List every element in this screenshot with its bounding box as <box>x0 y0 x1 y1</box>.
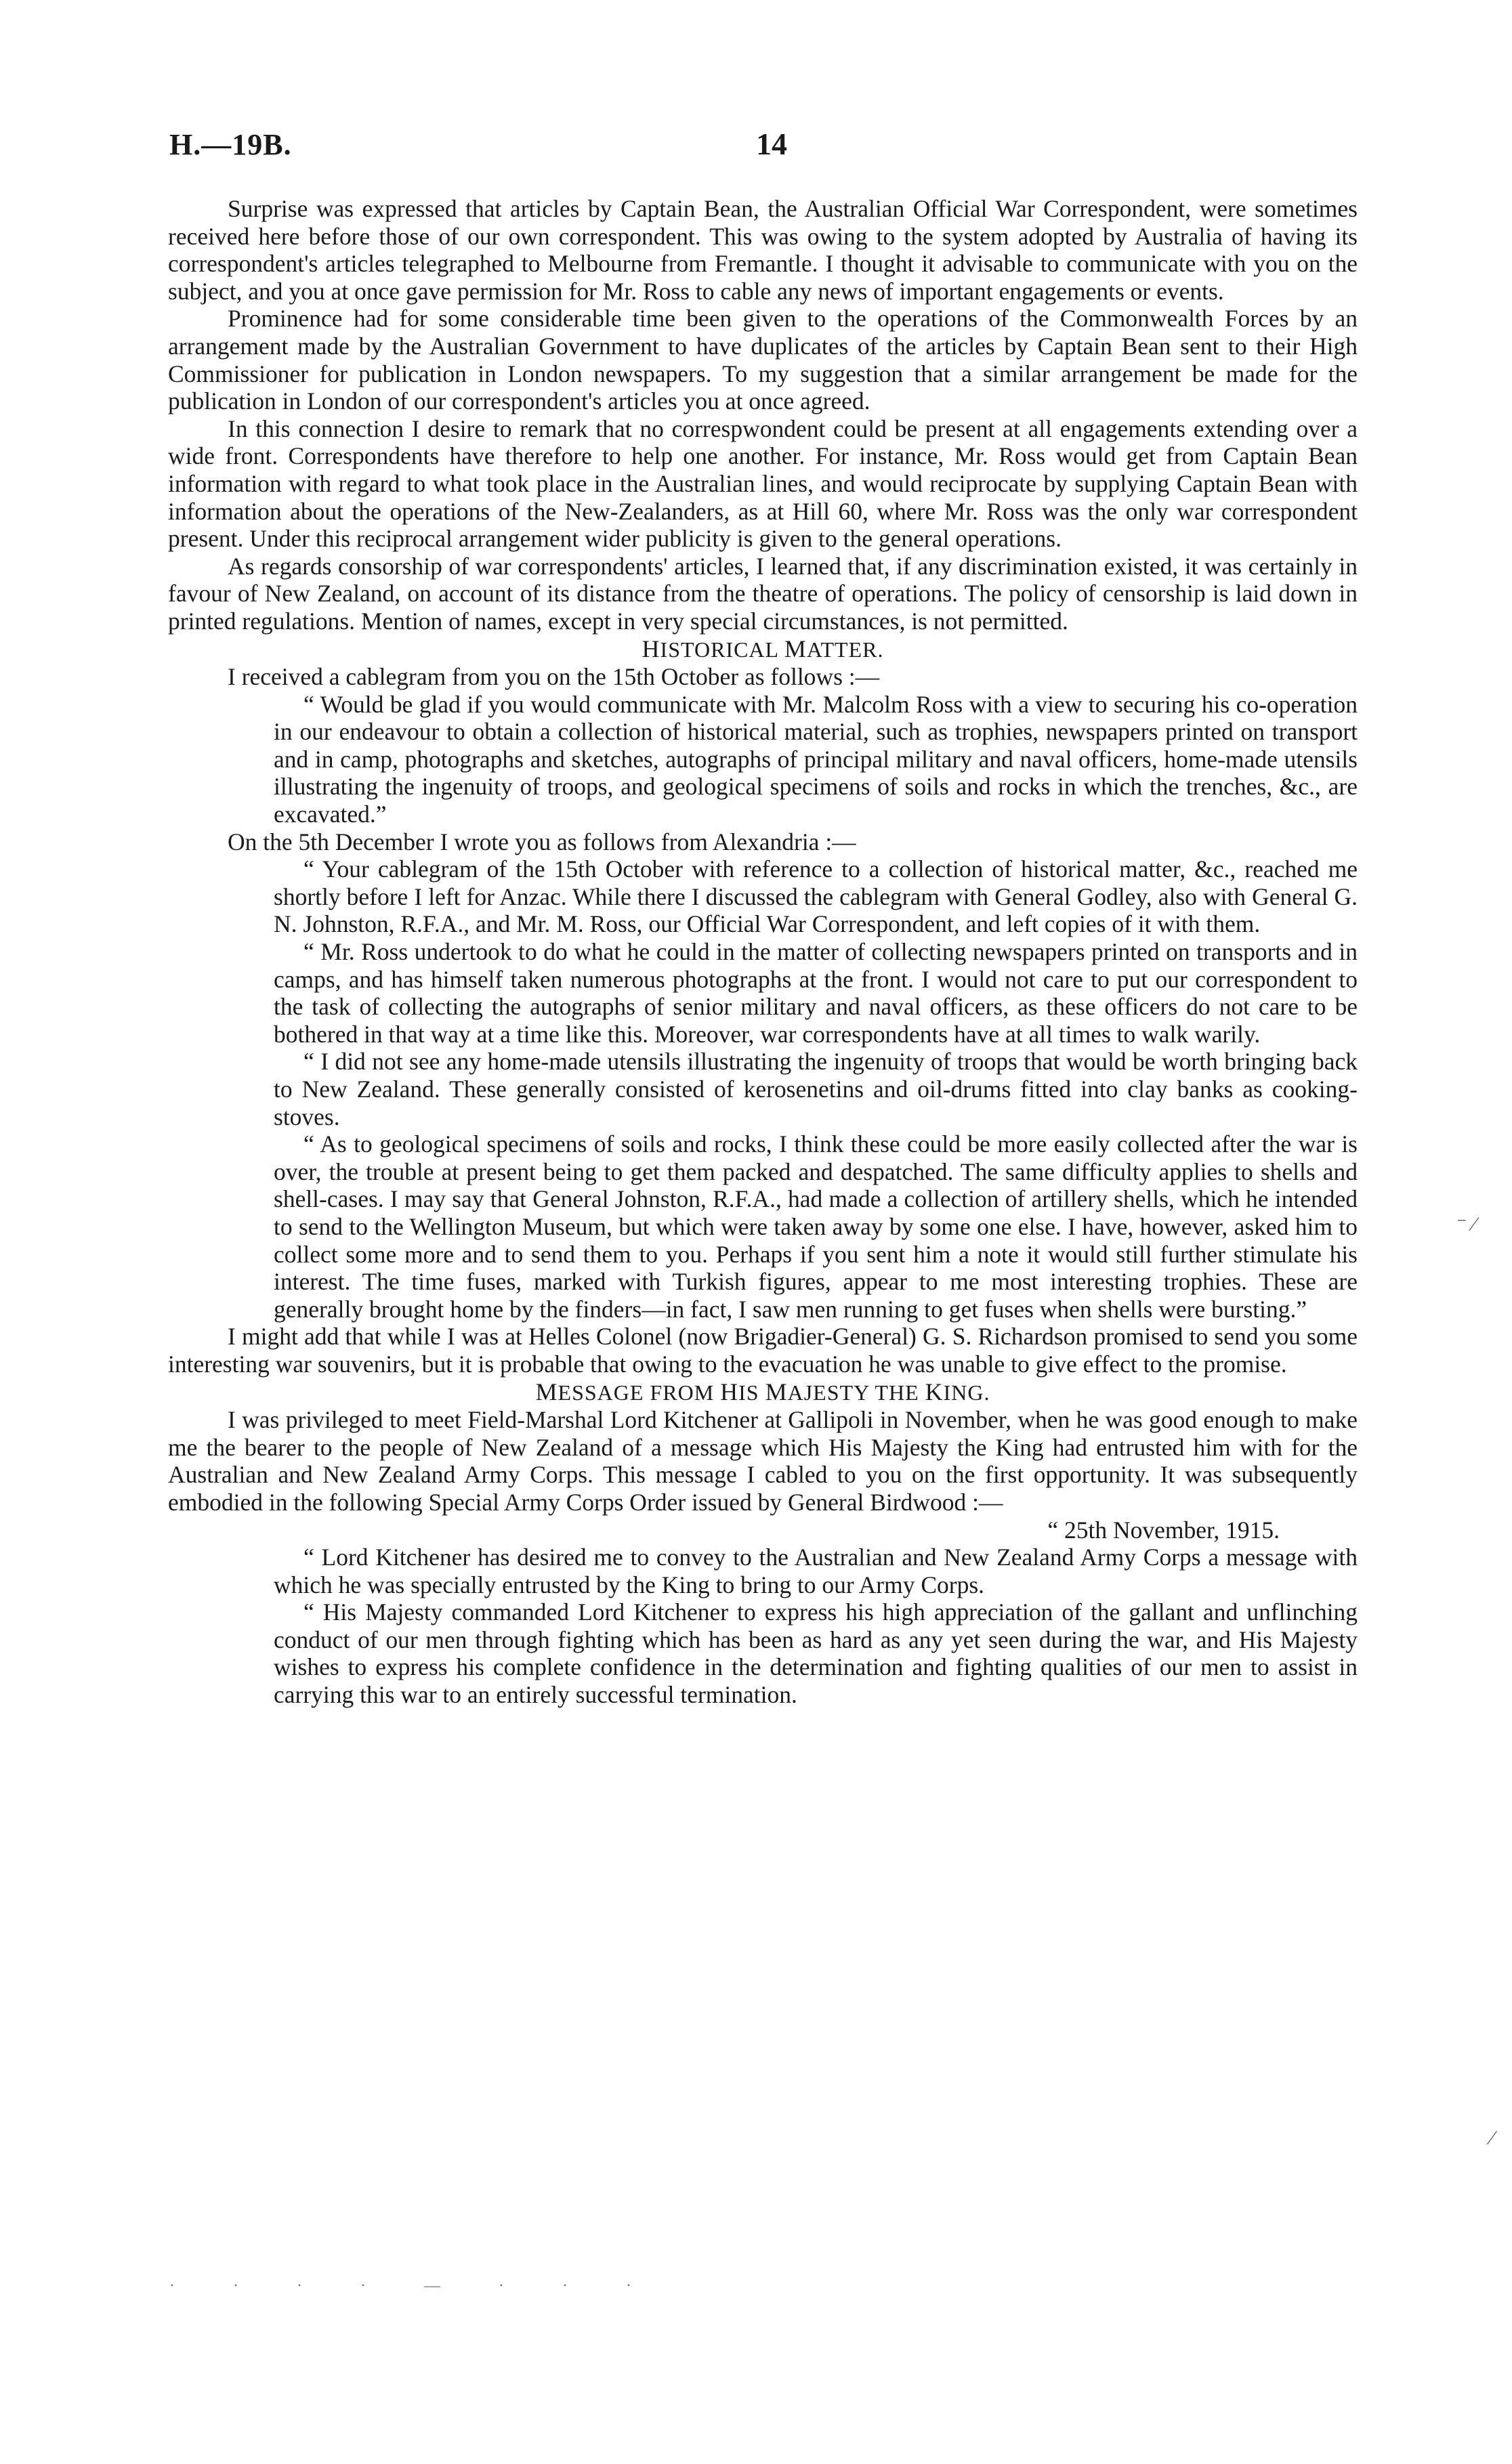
paragraph: Surprise was expressed that articles by Captain Bean, the Australian Official War Correspondent, were sometimes received here before those of our own correspondent. This was owing to the system adopted by Australia of having its correspondent's articles telegraphed to Melbourne from Fremantle. I thought it advisable to communicate with you on the subject, and you at once gave permission for Mr. Ross to cable any news of important engagements or events. <box>168 195 1358 305</box>
section-heading-historical-matter: HISTORICAL MATTER. <box>642 635 884 662</box>
paragraph: On the 5th December I wrote you as follows from Alexandria :— <box>228 828 856 855</box>
bottom-scan-artifacts: · · · · — · · · <box>169 2277 658 2295</box>
document-id: H.—19B. <box>169 128 292 161</box>
paragraph: I might add that while I was at Helles Colonel (now Brigadier-General) G. S. Richardson promised to send you some interesting war souvenirs, but it is probable that owing to the evacuation he was unable to give effect to the promise. <box>168 1323 1358 1378</box>
page-number: 14 <box>756 127 787 161</box>
paragraph: I received a cablegram from you on the 15th October as follows :— <box>228 663 880 691</box>
document-body <box>168 195 1358 1709</box>
section-heading-message-from-king: MESSAGE FROM HIS MAJESTY THE KING. <box>535 1378 990 1405</box>
margin-scan-mark: ⁻ ⁄ <box>1456 1213 1476 1235</box>
paragraph: Prominence had for some considerable time been given to the operations of the Commonwealth Forces by an arrangement made by the Australian Government to have duplicates of the articles by Captain Bean sent to their High Commissioner for publication in London newspapers. To my suggestion that a similar arrangement be made for the publication in London of our correspondent's articles you at once agreed. <box>168 305 1358 415</box>
paragraph: I was privileged to meet Field-Marshal Lord Kitchener at Gallipoli in November, when he was good enough to make me the bearer to the people of New Zealand of a message which His Majesty the King had entrusted him with for the Australian and New Zealand Army Corps. This message I cabled to you on the first opportunity. It was subsequently embodied in the following Special Army Corps Order issued by General Birdwood :— <box>168 1406 1358 1516</box>
quoted-paragraph: “ Lord Kitchener has desired me to convey to the Australian and New Zealand Army Corps a message with which he was specially entrusted by the King to bring to our Army Corps. <box>274 1544 1358 1598</box>
quoted-paragraph: “ As to geological specimens of soils and rocks, I think these could be more easily collected after the war is over, the trouble at present being to get them packed and despatched. The same difficulty applies to shells and shell-cases. I may say that General Johnston, R.F.A., had made a collection of artillery shells, which he intended to send to the Wellington Museum, but which were taken away by some one else. I have, however, asked him to collect some more and to send them to you. Perhaps if you sent him a note it would still further stimulate his interest. The time fuses, marked with Turkish figures, appear to me most interesting trophies. These are generally brought home by the finders—in fact, I saw men running to get fuses when shells were bursting.” <box>274 1130 1358 1323</box>
quoted-paragraph: “ Your cablegram of the 15th October with reference to a collection of historical matter, &c., reached me shortly before I left for Anzac. While there I discussed the cablegram with General Godley, also with General G. N. Johnston, R.F.A., and Mr. M. Ross, our Official War Correspondent, and left copies of it with them. <box>274 855 1358 938</box>
margin-scan-mark: ⁄ <box>1490 2127 1494 2149</box>
paragraph: In this connection I desire to remark that no correspwondent could be present at all engagements extending over a wide front. Correspondents have therefore to help one another. For instance, Mr. Ross would get from Captain Bean information with regard to what took place in the Australian lines, and would reciprocate by supplying Captain Bean with information about the operations of the New-Zealanders, as at Hill 60, where Mr. Ross was the only war correspondent present. Under this reciprocal arrangement wider publicity is given to the general operations. <box>168 415 1358 553</box>
quoted-paragraph: “ Would be glad if you would communicate with Mr. Malcolm Ross with a view to securing his co-operation in our endeavour to obtain a collection of historical material, such as trophies, newspapers printed on transport and in camp, photographs and sketches, autographs of principal military and naval officers, home-made utensils illustrating the ingenuity of troops, and geological specimens of soils and rocks in which the trenches, &c., are excavated.” <box>274 690 1358 828</box>
quoted-paragraph: “ His Majesty commanded Lord Kitchener to express his high appreciation of the gallant and unflinching conduct of our men through fighting which has been as hard as any yet seen during the war, and His Majesty wishes to express his complete confidence in the determination and fighting qualities of our men to assist in carrying this war to an entirely successful termination. <box>274 1598 1358 1709</box>
quoted-paragraph: “ Mr. Ross undertook to do what he could in the matter of collecting newspapers printed on transports and in camps, and has himself taken numerous photographs at the front. I would not care to put our correspondent to the task of collecting the autographs of senior military and naval officers, as these officers do not care to be bothered in that way at a time like this. Moreover, war correspondents have at all times to walk warily. <box>274 938 1358 1048</box>
quoted-paragraph: “ I did not see any home-made utensils illustrating the ingenuity of troops that would be worth bringing back to New Zealand. These generally consisted of kerosenetins and oil-drums fitted into clay banks as cooking-stoves. <box>274 1048 1358 1130</box>
order-date: “ 25th November, 1915. <box>1047 1516 1280 1544</box>
paragraph: As regards consorship of war correspondents' articles, I learned that, if any discrimination existed, it was certainly in favour of New Zealand, on account of its distance from the theatre of operations. The policy of censorship is laid down in printed regulations. Mention of names, except in very special circumstances, is not permitted. <box>168 552 1358 635</box>
